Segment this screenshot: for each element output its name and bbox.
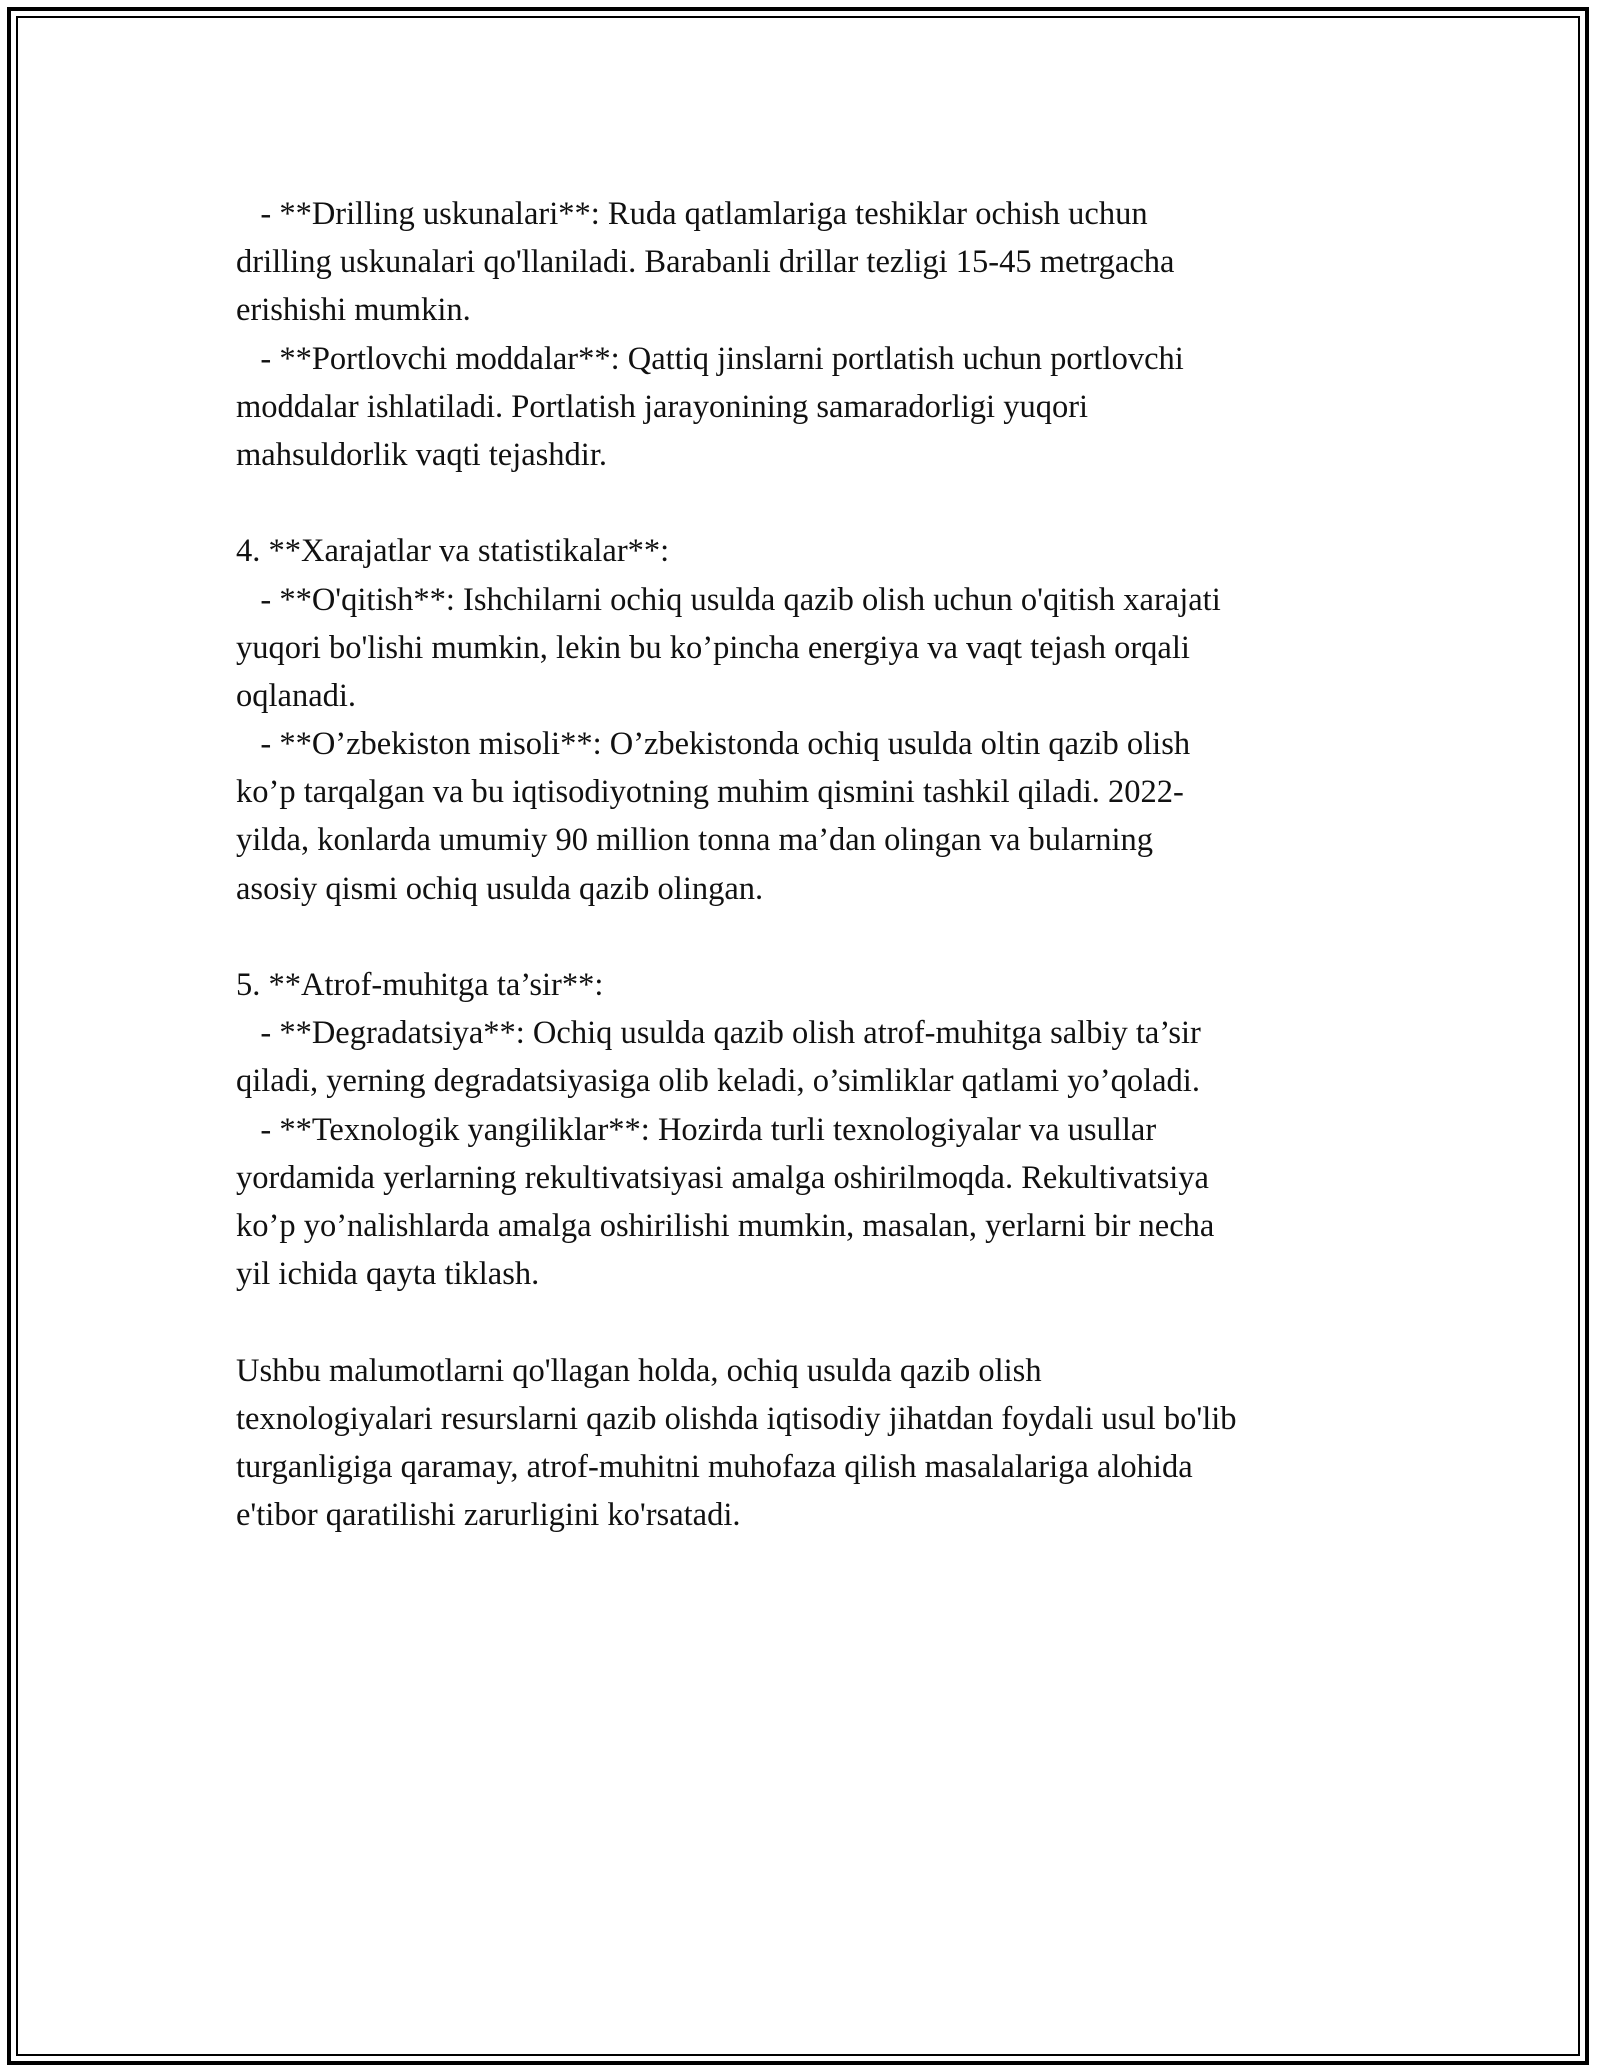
text-line: asosiy qismi ochiq usulda qazib olingan. (236, 870, 764, 907)
text-line: yuqori bo'lishi mumkin, lekin bu ko’pincha energiya va vaqt tejash orqali (236, 629, 1190, 666)
text-line: - **Drilling uskunalari**: Ruda qatlamlariga teshiklar ochish uchun (236, 196, 1148, 232)
text-line: mahsuldorlik vaqti tejashdir. (236, 436, 607, 473)
text-line: turganligiga qaramay, atrof-muhitni muhofaza qilish masalalariga alohida (236, 1448, 1193, 1485)
text-line: - **Portlovchi moddalar**: Qattiq jinslarni portlatish uchun portlovchi (236, 340, 1184, 377)
text-line: texnologiyalari resurslarni qazib olishda iqtisodiy jihatdan foydali usul bo'lib (236, 1400, 1237, 1437)
text-line: moddalar ishlatiladi. Portlatish jarayonining samaradorligi yuqori (236, 388, 1089, 425)
paragraph-spacer (236, 1298, 1366, 1346)
text-line: ko’p yo’nalishlarda amalga oshirilishi mumkin, masalan, yerlarni bir necha (236, 1207, 1215, 1244)
paragraph-spacer (236, 913, 1366, 961)
paragraph-conclusion (236, 1347, 1366, 1540)
section-heading: 5. **Atrof-muhitga ta’sir**: (236, 967, 604, 1003)
paragraph-equipment (236, 190, 1366, 479)
text-line: erishishi mumkin. (236, 292, 471, 329)
section-heading: 4. **Xarajatlar va statistikalar**: (236, 533, 670, 570)
document-body (236, 190, 1366, 1539)
paragraph-costs-statistics (236, 527, 1366, 913)
text-line: drilling uskunalari qo'llaniladi. Barabanli drillar tezligi 15-45 metrgacha (236, 244, 1175, 281)
paragraph-spacer (236, 479, 1366, 527)
text-line: - **Texnologik yangiliklar**: Hozirda turli texnologiyalar va usullar (236, 1111, 1157, 1148)
text-line: yil ichida qayta tiklash. (236, 1256, 540, 1293)
text-line: oqlanadi. (236, 677, 357, 714)
text-line: e'tibor qaratilishi zarurligini ko'rsatadi. (236, 1497, 741, 1534)
text-line: - **O'qitish**: Ishchilarni ochiq usulda qazib olish uchun o'qitish xarajati (236, 581, 1221, 618)
text-line: - **Degradatsiya**: Ochiq usulda qazib olish atrof-muhitga salbiy ta’sir (236, 1015, 1201, 1052)
paragraph-environment-impact (236, 961, 1366, 1298)
text-line: yilda, konlarda umumiy 90 million tonna ma’dan olingan va bularning (236, 822, 1154, 859)
text-line: ko’p tarqalgan va bu iqtisodiyotning muhim qismini tashkil qiladi. 2022- (236, 774, 1184, 811)
text-line: qiladi, yerning degradatsiyasiga olib keladi, o’simliklar qatlami yo’qoladi. (236, 1063, 1200, 1100)
text-line: yordamida yerlarning rekultivatsiyasi amalga oshirilmoqda. Rekultivatsiya (236, 1159, 1209, 1196)
text-line: - **O’zbekiston misoli**: O’zbekistonda ochiq usulda oltin qazib olish (236, 726, 1191, 763)
text-line: Ushbu malumotlarni qo'llagan holda, ochiq usulda qazib olish (236, 1352, 1042, 1389)
